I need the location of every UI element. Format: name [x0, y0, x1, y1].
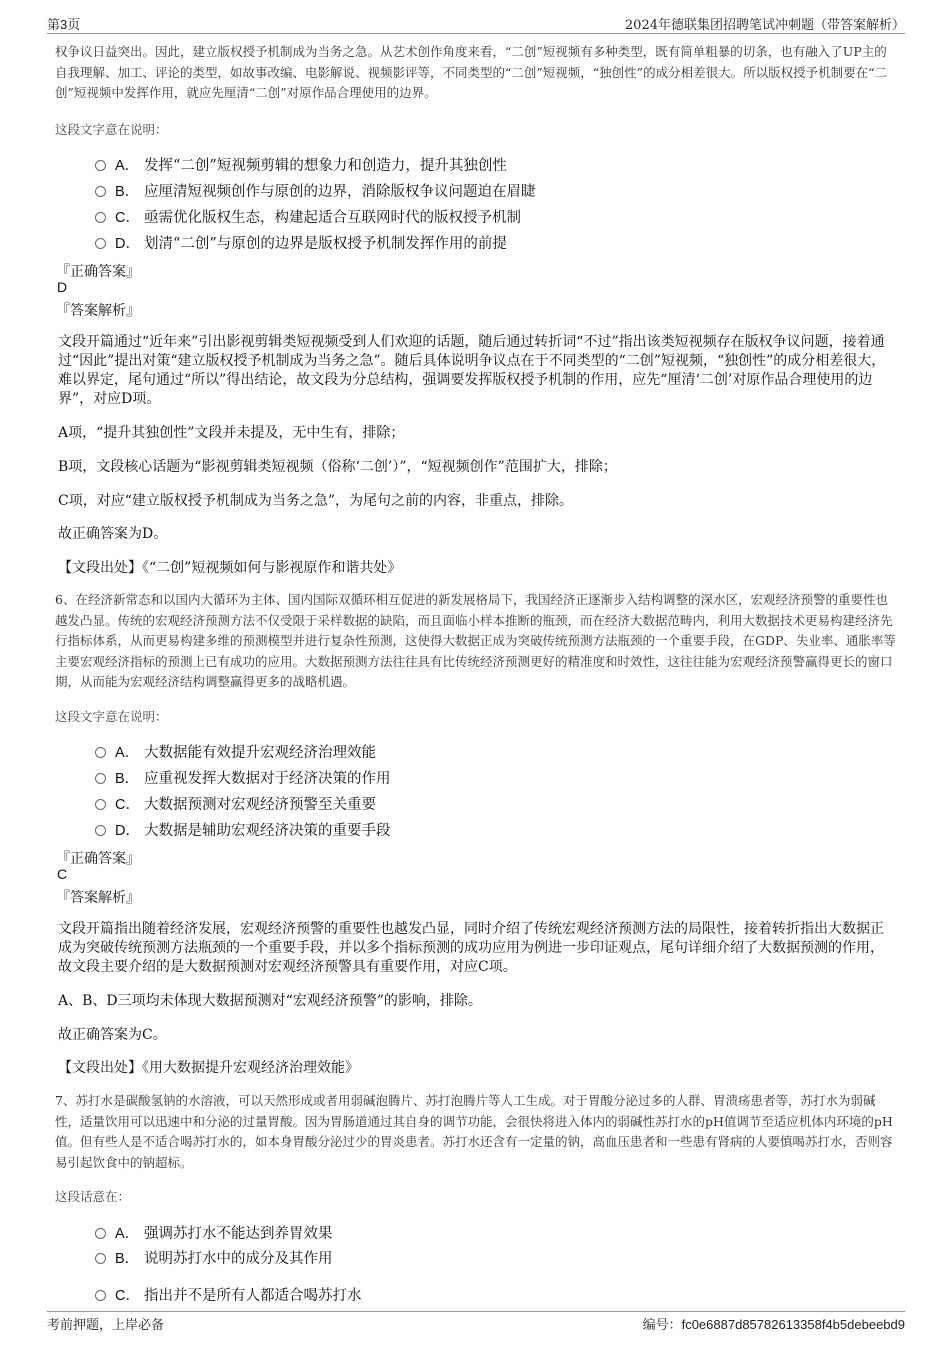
document-title: 2024年德联集团招聘笔试冲刺题（带答案解析）: [624, 18, 905, 33]
q5-option-d[interactable]: D． 划清“二创”与原创的边界是版权授予机制发挥作用的前提: [95, 232, 507, 253]
radio-icon[interactable]: [95, 747, 106, 758]
q5-source: 【文段出处】《“二创”短视频如何与影视原作和谐共处》: [58, 560, 402, 576]
q5-exclude-b: B项，文段核心话题为“影视剪辑类短视频（俗称‘二创’）”，“短视频创作”范围扩大，排除；: [58, 459, 617, 475]
q6-option-d[interactable]: D． 大数据是辅助宏观经济决策的重要手段: [95, 819, 391, 840]
q5-analysis-label: 『答案解析』: [56, 303, 140, 319]
q6-prompt: 这段文字意在说明：: [55, 709, 168, 724]
q5-option-b[interactable]: B． 应厘清短视频创作与原创的边界，消除版权争议问题迫在眉睫: [95, 180, 536, 201]
radio-icon[interactable]: [95, 238, 106, 249]
q7-passage: 7、苏打水是碳酸氢钠的水溶液，可以天然形成或者用弱碱泡腾片、苏打泡腾片等人工生成。对于胃酸分泌过多的人群、胃溃疡患者等，苏打水为弱碱性，适量饮用可以迅速中和分泌的过量胃酸。因为胃肠道通过其自身的调节功能，会很快将进入体内的弱碱性苏打水的pH值调节至适应机体内环境的pH值。但有些人是不适合喝苏打水的，如本身胃酸分泌过少的胃炎患者。苏打水还含有一定量的钠，高血压患者和一些患有肾病的人要慎喝苏打水，否则容易引起饮食中的钠超标。: [55, 1093, 893, 1170]
footer-slogan: 考前押题，上岸必备: [47, 1318, 165, 1333]
q5-option-c[interactable]: C． 亟需优化版权生态，构建起适合互联网时代的版权授予机制: [95, 206, 521, 227]
q7-option-c[interactable]: C． 指出并不是所有人都适合喝苏打水: [95, 1284, 362, 1305]
q6-source: 【文段出处】《用大数据提升宏观经济治理效能》: [58, 1060, 359, 1076]
radio-icon[interactable]: [95, 186, 106, 197]
page-header: [47, 14, 905, 34]
page-number: 第3页: [47, 17, 81, 32]
q6-option-b[interactable]: B． 应重视发挥大数据对于经济决策的作用: [95, 767, 391, 788]
q6-exclude: A、B、D三项均未体现大数据预测对“宏观经济预警”的影响，排除。: [58, 993, 482, 1009]
document-id: 编号：fc0e6887d85782613358f4b5debeebd9: [642, 1317, 905, 1332]
q5-option-a[interactable]: A． 发挥“二创”短视频剪辑的想象力和创造力，提升其独创性: [95, 154, 507, 175]
radio-icon[interactable]: [95, 773, 106, 784]
q5-prompt: 这段文字意在说明：: [55, 122, 168, 137]
q5-analysis: 文段开篇通过“近年来”引出影视剪辑类短视频受到人们欢迎的话题，随后通过转折词“不过”指出该类短视频存在版权争议问题，接着通过“因此”提出对策“建立版权授予机制成为当务之急”。随后具体说明争议点在于不同类型的“二创”短视频，“独创性”的成分相差很大，难以界定，尾句通过“所以”得出结论，故文段为分总结构，强调要发挥版权授予机制的作用，应先“厘清‘二创’对原作品合理使用的边界”，对应D项。: [58, 334, 886, 407]
radio-icon[interactable]: [95, 1290, 106, 1301]
q6-conclusion: 故正确答案为C。: [58, 1027, 167, 1043]
q7-option-a[interactable]: A． 强调苏打水不能达到养胃效果: [95, 1222, 333, 1243]
q7-option-b[interactable]: B． 说明苏打水中的成分及其作用: [95, 1247, 333, 1268]
q6-answer: C: [57, 866, 68, 882]
q6-analysis: 文段开篇指出随着经济发展，宏观经济预警的重要性也越发凸显，同时介绍了传统宏观经济预测方法的局限性，接着转折指出大数据正成为突破传统预测方法瓶颈的一个重要手段，并以多个指标预测的成功应用为例进一步印证观点，尾句详细介绍了大数据预测的作用，故文段主要介绍的是大数据预测对宏观经济预警具有重要作用，对应C项。: [58, 921, 884, 975]
radio-icon[interactable]: [95, 799, 106, 810]
q6-option-c[interactable]: C． 大数据预测对宏观经济预警至关重要: [95, 793, 376, 814]
q5-conclusion: 故正确答案为D。: [58, 526, 168, 542]
q6-answer-label: 『正确答案』: [56, 851, 140, 867]
q5-answer: D: [57, 279, 68, 295]
radio-icon[interactable]: [95, 825, 106, 836]
q7-prompt: 这段话意在：: [55, 1189, 131, 1204]
q6-analysis-label: 『答案解析』: [56, 890, 140, 906]
radio-icon[interactable]: [95, 1253, 106, 1264]
q6-option-a[interactable]: A． 大数据能有效提升宏观经济治理效能: [95, 741, 376, 762]
header-divider: [47, 33, 905, 34]
footer-divider: [47, 1311, 905, 1312]
radio-icon[interactable]: [95, 1228, 106, 1239]
radio-icon[interactable]: [95, 212, 106, 223]
q5-answer-label: 『正确答案』: [56, 264, 140, 280]
q5-exclude-c: C项，对应“建立版权授予机制成为当务之急”，为尾句之前的内容，非重点，排除。: [58, 493, 574, 509]
radio-icon[interactable]: [95, 160, 106, 171]
q5-passage: 权争议日益突出。因此，建立版权授予机制成为当务之急。从艺术创作角度来看，“二创”短视频有多种类型，既有简单粗暴的切条，也有融入了UP主的自我理解、加工、评论的类型，如故事改编、电影解说、视频影评等，不同类型的“二创”短视频，“独创性”的成分相差很大。所以版权授予机制要在“二创”短视频中发挥作用，就应先厘清“二创”对原作品合理使用的边界。: [55, 44, 887, 100]
q5-exclude-a: A项，“提升其独创性”文段并未提及，无中生有，排除；: [58, 425, 405, 441]
q6-passage: 6、在经济新常态和以国内大循环为主体、国内国际双循环相互促进的新发展格局下，我国经济正逐渐步入结构调整的深水区，宏观经济预警的重要性也越发凸显。传统的宏观经济预测方法不仅受限于采样数据的缺陷，而且面临小样本推断的瓶颈，而在经济大数据范畴内，利用大数据技术更易构建经济先行指标体系，从而更易构建多维的预测模型并进行复杂性预测，这使得大数据正成为突破传统预测方法瓶颈的一个重要手段，在GDP、失业率、通胀率等主要宏观经济指标的预测上已有成功的应用。大数据预测方法往往具有比传统经济预测更好的精准度和时效性，这往往能为宏观经济预警赢得更长的窗口期，从而能为宏观经济结构调整赢得更多的战略机遇。: [55, 592, 896, 689]
